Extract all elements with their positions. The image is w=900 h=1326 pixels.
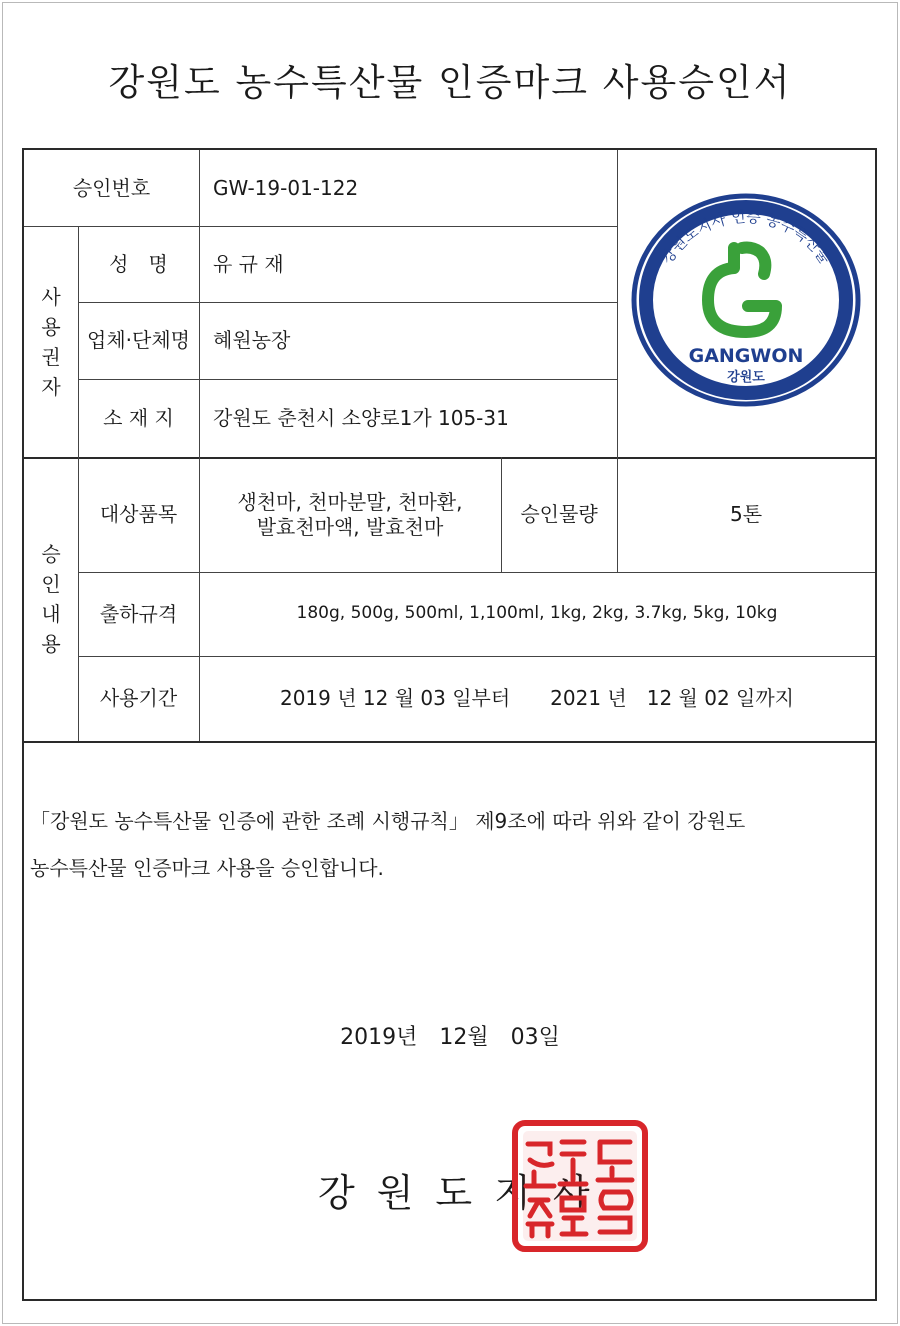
content-group-label: 승 인 내 용	[41, 542, 61, 656]
official-seal-icon	[512, 1120, 648, 1252]
issue-date: 2019년 12월 03일	[340, 1025, 560, 1050]
items-value: 생천마, 천마분말, 천마환, 발효천마액, 발효천마	[237, 489, 463, 539]
approval-number-label: 승인번호	[72, 175, 151, 200]
spec-label: 출하규격	[99, 601, 178, 626]
logo-brand-sub-text: 강원도	[727, 370, 765, 385]
statement-line-2: 농수특산물 인증마크 사용을 승인합니다.	[30, 856, 384, 880]
user-group-label: 사 용 권 자	[41, 284, 61, 399]
approval-number-value: GW-19-01-122	[213, 175, 359, 200]
period-label: 사용기간	[99, 686, 178, 710]
document-title: 강원도 농수특산물 인증마크 사용승인서	[108, 61, 792, 104]
address-value: 강원도 춘천시 소양로1가 105-31	[213, 405, 509, 430]
issuer-name: 강원도지사	[318, 1171, 612, 1215]
company-value: 혜원농장	[213, 328, 291, 352]
logo-ring-text: 강원도지사 인증 농수특산물	[657, 207, 835, 268]
address-label: 소 재 지	[103, 405, 174, 430]
approval-statement	[30, 798, 860, 892]
gangwon-certification-logo	[630, 190, 862, 408]
quantity-value: 5톤	[729, 502, 763, 526]
name-value: 유 규 재	[213, 251, 284, 276]
spec-value: 180g, 500g, 500ml, 1,100ml, 1kg, 2kg, 3.7kg, 5kg, 10kg	[296, 603, 778, 624]
quantity-label: 승인물량	[520, 502, 598, 526]
name-label: 성 명	[109, 251, 168, 276]
company-label: 업체·단체명	[87, 328, 190, 352]
period-value: 2019 년 12 월 03 일부터 2021 년 12 월 02 일까지	[279, 686, 794, 710]
statement-line-1: 「강원도 농수특산물 인증에 관한 조례 시행규칙」 제9조에 따라 위와 같이 강원도	[30, 809, 746, 833]
logo-brand-text: GANGWON	[688, 345, 804, 367]
items-label: 대상품목	[99, 502, 178, 526]
